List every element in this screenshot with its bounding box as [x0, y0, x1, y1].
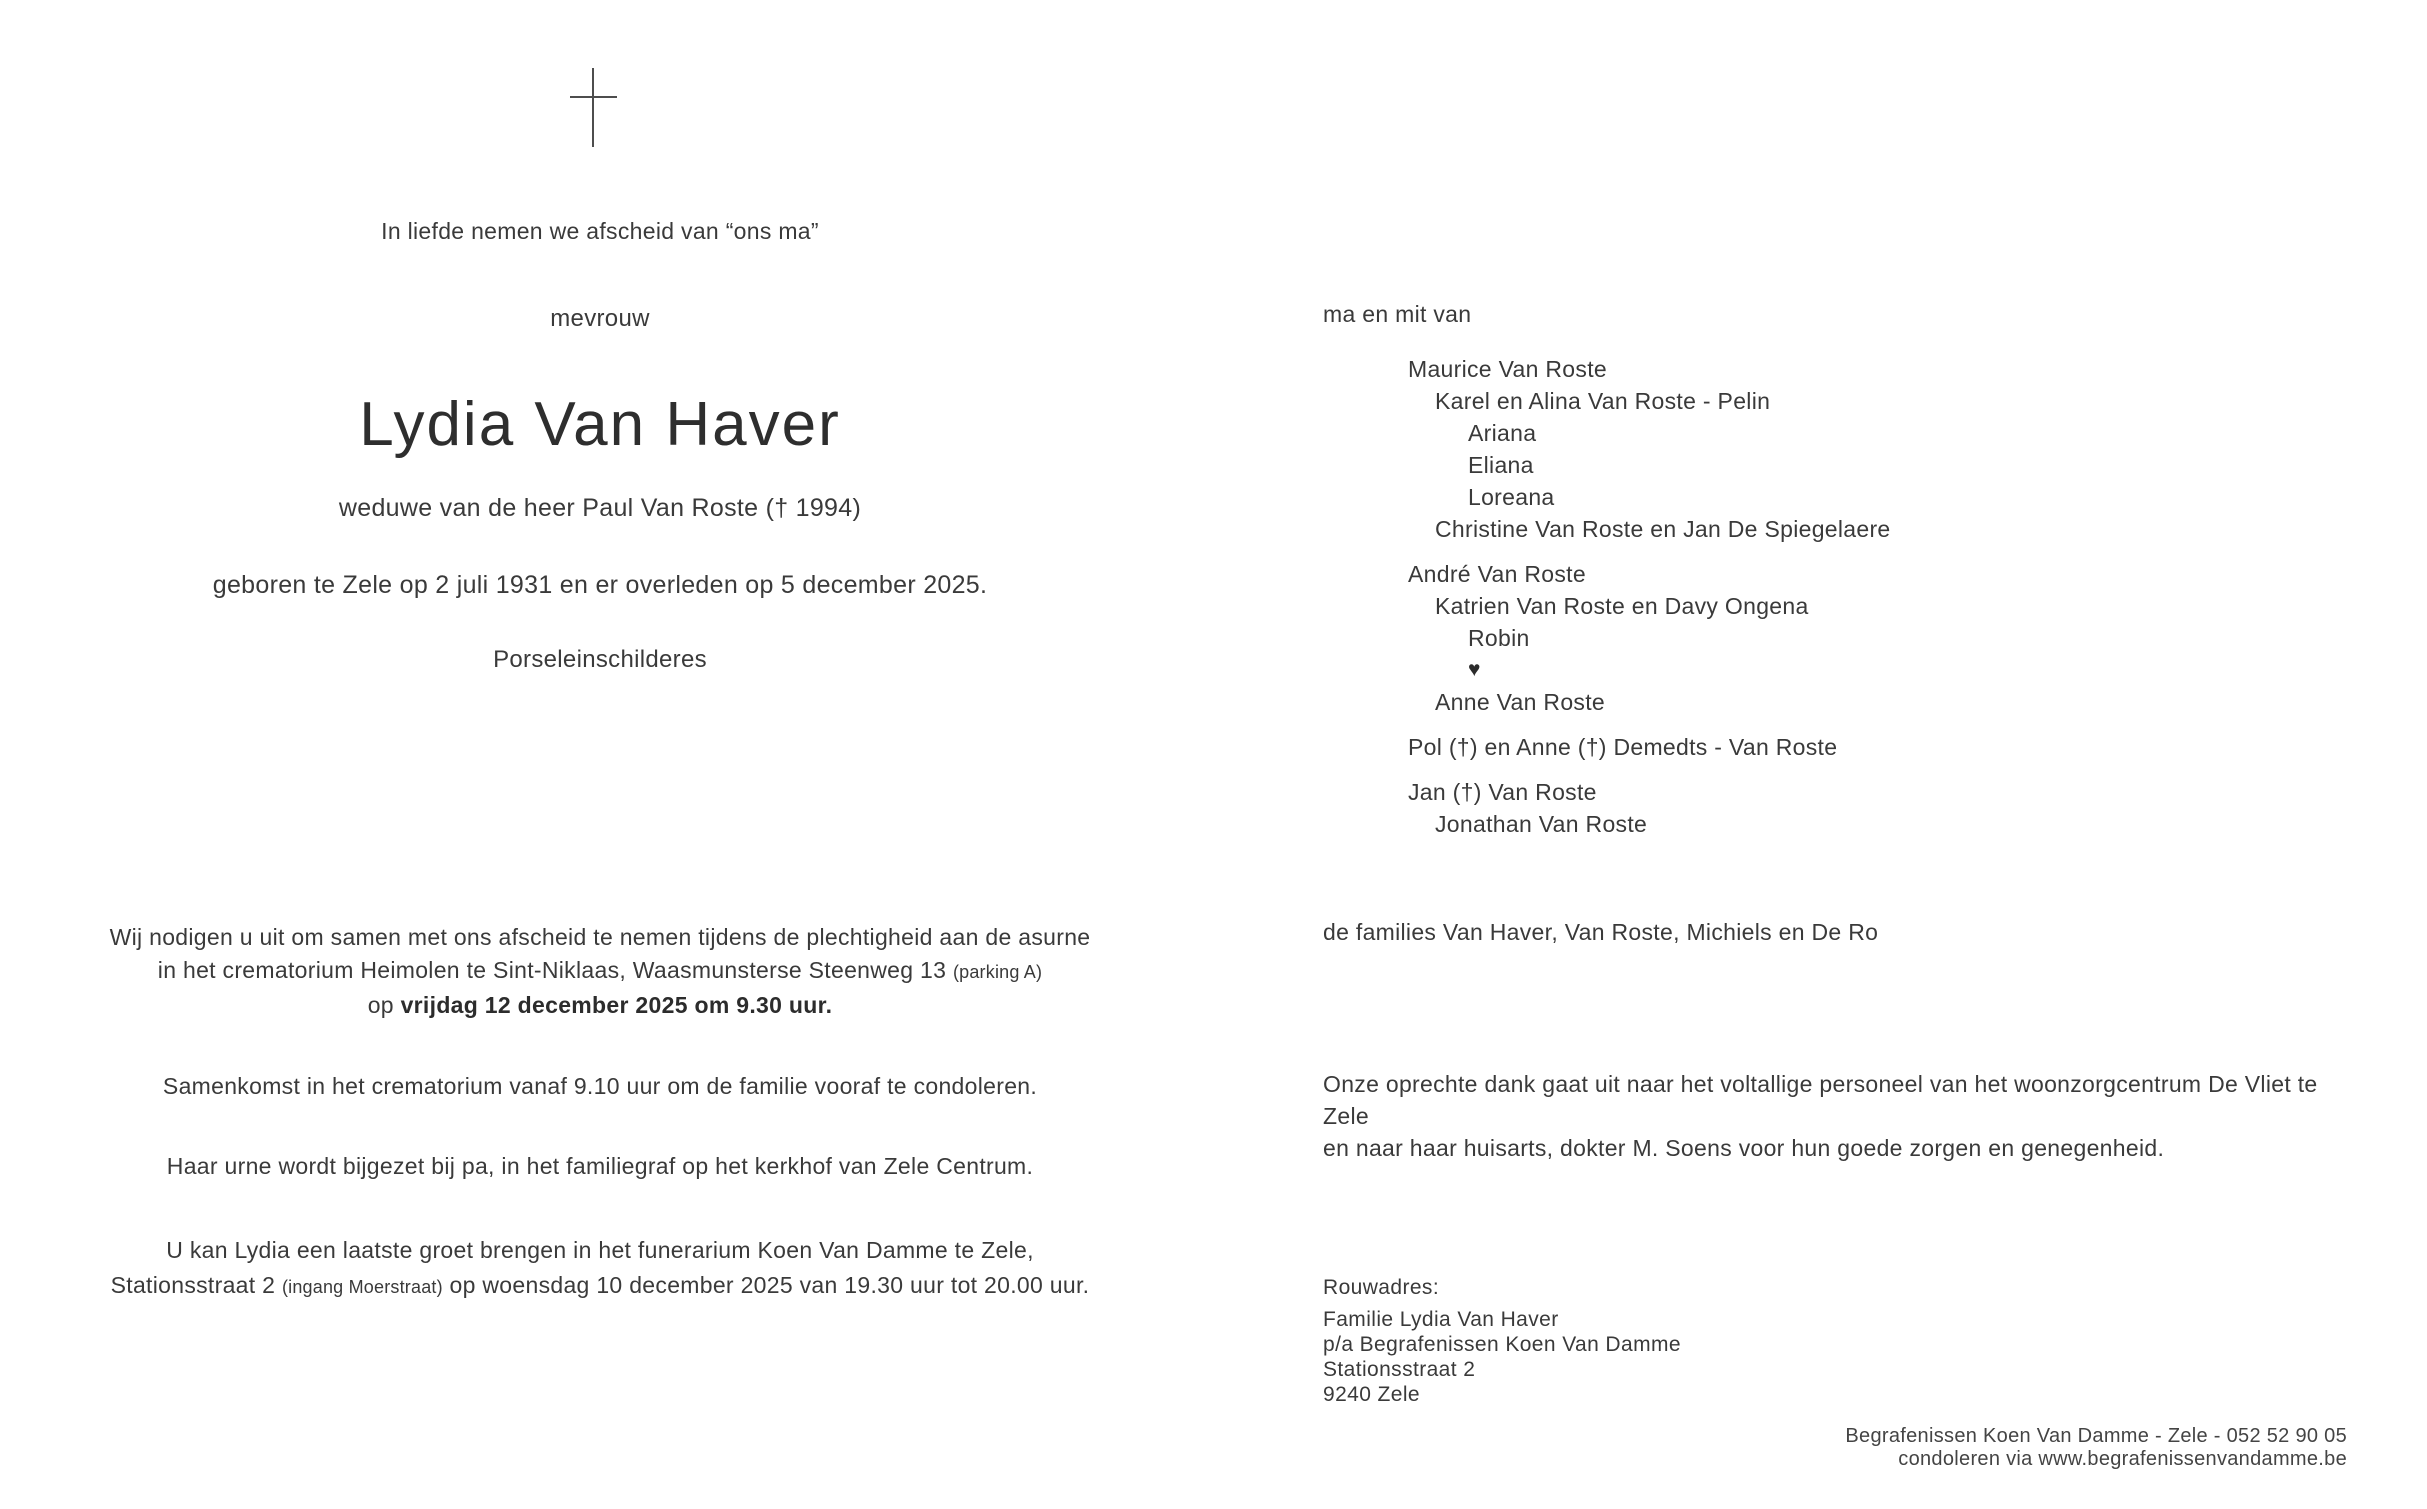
- invitation-line3: [0, 989, 1200, 1022]
- family-list: [1323, 353, 1891, 840]
- parking-note: (parking A): [952, 962, 1043, 982]
- ceremony-date-time: vrijdag 12 december 2025 om 9.30 uur.: [400, 992, 833, 1018]
- footer-condolence-line: condoleren via www.begrafenissenvandamme.be: [1898, 1448, 2347, 1470]
- cross-horizontal-bar: [570, 96, 617, 98]
- family-member-line: Jonathan Van Roste: [1435, 811, 1648, 837]
- family-member-line: Christine Van Roste en Jan De Spiegelaere: [1435, 516, 1891, 542]
- thanks-line1: Onze oprechte dank gaat uit naar het voltallige personeel van het woonzorgcentrum De Vliet te Zele: [1323, 1071, 2318, 1129]
- family-member-line: Pol (†) en Anne (†) Demedts - Van Roste: [1408, 734, 1838, 760]
- urn-line: Haar urne wordt bijgezet bij pa, in het familiegraf op het kerkhof van Zele Centrum.: [166, 1153, 1034, 1179]
- mourning-address-line: 9240 Zele: [1323, 1383, 1421, 1406]
- thanks-paragraph: [1323, 1068, 2353, 1164]
- funeral-home-footer: [1845, 1425, 2347, 1471]
- viewing-street: Stationsstraat 2: [110, 1272, 276, 1298]
- cross-vertical-bar: [592, 68, 594, 147]
- mourning-address-block: [1323, 1275, 1681, 1407]
- salutation: mevrouw: [550, 305, 650, 332]
- family-member-line: Eliana: [1468, 452, 1534, 478]
- mourning-address-line: p/a Begrafenissen Koen Van Damme: [1323, 1333, 1681, 1356]
- families-line: de families Van Haver, Van Roste, Michiels en De Ro: [1323, 919, 1879, 945]
- invitation-paragraph: [0, 921, 1200, 1022]
- family-member-line: Loreana: [1468, 484, 1555, 510]
- profession-line: Porseleinschilderes: [493, 646, 707, 673]
- viewing-date-time: op woensdag 10 december 2025 van 19.30 uur tot 20.00 uur.: [449, 1272, 1090, 1298]
- family-member-line: Katrien Van Roste en Davy Ongena: [1435, 593, 1809, 619]
- gathering-line: Samenkomst in het crematorium vanaf 9.10 uur om de familie vooraf te condoleren.: [162, 1073, 1038, 1099]
- invitation-line2: [0, 954, 1200, 989]
- cross-icon: [560, 60, 630, 155]
- family-member-line: Karel en Alina Van Roste - Pelin: [1435, 388, 1771, 414]
- invitation-line3-prefix: op: [367, 992, 394, 1018]
- viewing-line1: U kan Lydia een laatste groet brengen in het funerarium Koen Van Damme te Zele,: [166, 1237, 1034, 1263]
- family-member-line: Anne Van Roste: [1435, 689, 1605, 715]
- thanks-line2: en naar haar huisarts, dokter M. Soens voor hun goede zorgen en genegenheid.: [1323, 1135, 2165, 1161]
- family-member-line: André Van Roste: [1408, 561, 1586, 587]
- family-member-line: Robin: [1468, 625, 1530, 651]
- viewing-line2: [0, 1268, 1200, 1305]
- family-member-line: Maurice Van Roste: [1408, 356, 1607, 382]
- viewing-paragraph: [0, 1233, 1200, 1305]
- family-member-line: Jan (†) Van Roste: [1408, 779, 1597, 805]
- heart-icon: ♥: [1468, 658, 1481, 681]
- intro-line: In liefde nemen we afscheid van “ons ma”: [381, 218, 819, 244]
- invitation-line1: Wij nodigen u uit om samen met ons afscheid te nemen tijdens de plechtigheid aan de asurne: [109, 924, 1091, 950]
- family-header: ma en mit van: [1323, 301, 1472, 327]
- mourning-address-label: Rouwadres:: [1323, 1276, 1440, 1299]
- footer-contact-line: Begrafenissen Koen Van Damme - Zele - 052 52 90 05: [1845, 1425, 2347, 1447]
- birth-death-line: geboren te Zele op 2 juli 1931 en er overleden op 5 december 2025.: [212, 571, 988, 599]
- family-member-line: Ariana: [1468, 420, 1537, 446]
- invitation-line2-main: in het crematorium Heimolen te Sint-Niklaas, Waasmunsterse Steenweg 13: [157, 957, 947, 983]
- entrance-note: (ingang Moerstraat): [281, 1277, 443, 1297]
- deceased-name: Lydia Van Haver: [359, 390, 841, 459]
- widow-line: weduwe van de heer Paul Van Roste († 1994): [338, 494, 862, 522]
- mourning-address-line: Stationsstraat 2: [1323, 1358, 1476, 1381]
- mourning-address-line: Familie Lydia Van Haver: [1323, 1308, 1559, 1331]
